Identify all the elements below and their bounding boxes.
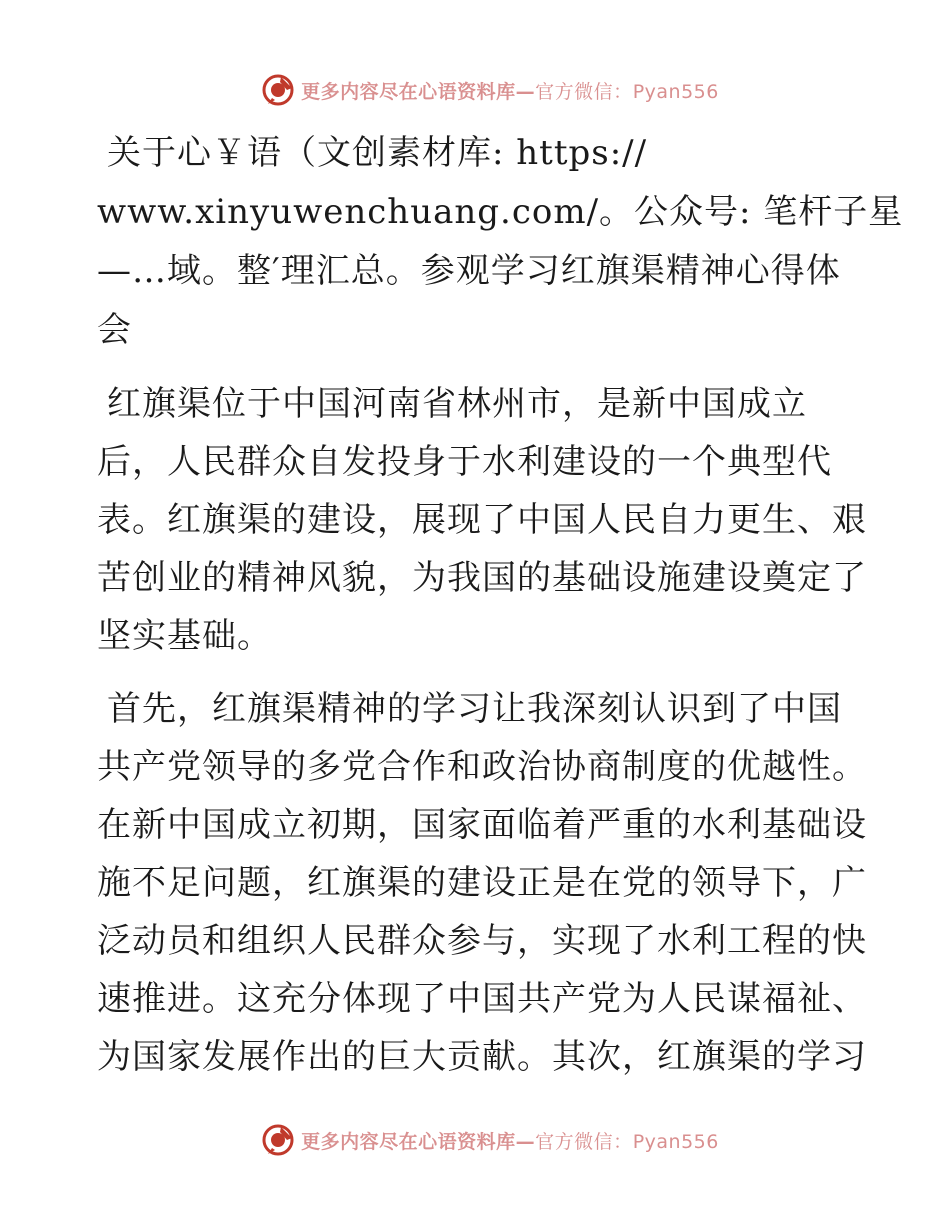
watermark-account: Pyan556: [632, 80, 719, 103]
watermark-account: Pyan556: [632, 1130, 719, 1153]
text-line: 首先，红旗渠精神的学习让我深刻认识到了中国: [107, 689, 842, 729]
paragraph-hongqiqu-location: [97, 375, 867, 665]
text-line: 红旗渠位于中国河南省林州市，是新中国成立: [107, 384, 807, 424]
footer-watermark-inner: [261, 1123, 719, 1157]
text-line: 关于心￥语（文创素材库: https://: [107, 133, 648, 173]
watermark-dash: —: [515, 1130, 536, 1153]
watermark-site-name: 更多内容尽在心语资料库: [301, 1130, 516, 1153]
header-watermark: [0, 70, 950, 110]
text-line: www.xinyuwenchuang.com/。公众号: 笔杆子星: [97, 192, 904, 232]
watermark-official-label: 官方微信：: [535, 1130, 633, 1153]
text-line: 表。红旗渠的建设，展现了中国人民自力更生、艰: [97, 500, 867, 540]
paragraph-first-point: [97, 680, 867, 1086]
footer-watermark-text: [301, 1127, 719, 1154]
text-line: 会: [97, 310, 132, 350]
text-line: 苦创业的精神风貌，为我国的基础设施建设奠定了: [97, 558, 867, 598]
watermark-official-label: 官方微信：: [535, 80, 633, 103]
text-line: 坚实基础。: [97, 616, 272, 656]
brand-logo-icon: [261, 1123, 295, 1157]
watermark-dash: —: [515, 80, 536, 103]
header-watermark-text: [301, 77, 719, 104]
watermark-site-name: 更多内容尽在心语资料库: [301, 80, 516, 103]
text-line: 后，人民群众自发投身于水利建设的一个典型代: [97, 442, 832, 482]
text-line: 速推进。这充分体现了中国共产党为人民谋福祉、: [97, 979, 867, 1019]
text-line: 泛动员和组织人民群众参与，实现了水利工程的快: [97, 921, 867, 961]
text-line: 共产党领导的多党合作和政治协商制度的优越性。: [97, 747, 867, 787]
brand-logo-icon: [261, 73, 295, 107]
paragraph-intro: [97, 124, 904, 360]
text-line: 在新中国成立初期，国家面临着严重的水利基础设: [97, 805, 867, 845]
text-line: 为国家发展作出的巨大贡献。其次，红旗渠的学习: [97, 1037, 867, 1077]
text-line: —…域。整′理汇总。参观学习红旗渠精神心得体: [97, 251, 841, 291]
text-line: 施不足问题，红旗渠的建设正是在党的领导下，广: [97, 863, 867, 903]
header-watermark-inner: [261, 73, 719, 107]
document-body: [97, 124, 904, 1086]
footer-watermark: [0, 1120, 950, 1160]
